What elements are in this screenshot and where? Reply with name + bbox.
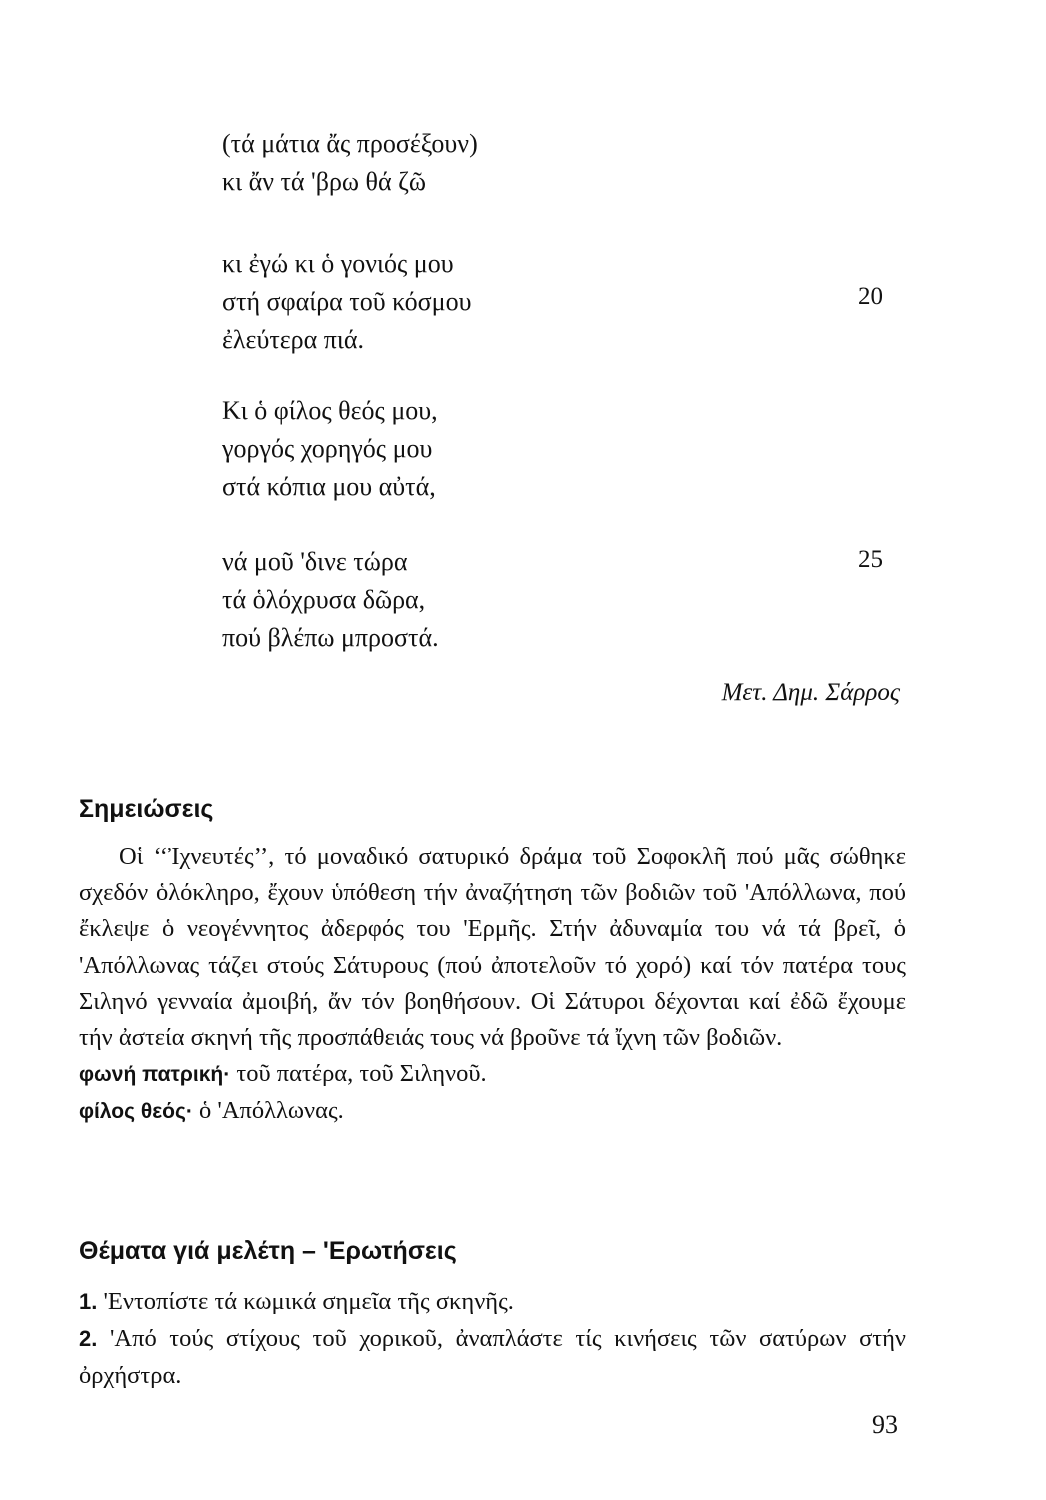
gloss-item [79,1056,906,1093]
line-number: 20 [858,283,883,310]
poem-line: νά μοῦ 'δινε τώρα [222,547,408,576]
line-number: 25 [858,546,883,573]
poem-line: κι ἄν τά 'βρω θά ζῶ [222,167,427,196]
poem-line: γοργός χορηγός μου [222,434,433,463]
question-text: 'Εντοπίστε τά κωμικά σημεῖα τῆς σκηνῆς. [103,1288,514,1315]
study-heading: Θέματα γιά μελέτη – 'Ερωτήσεις [79,1237,457,1265]
poem-line: στή σφαίρα τοῦ κόσμου [222,287,472,316]
poem-line: πού βλέπω μπροστά. [222,623,439,652]
translator-credit: Μετ. Δημ. Σάρρος [721,679,900,706]
poem-stanza [222,125,478,201]
poem-line: τά ὁλόχρυσα δῶρα, [222,585,426,614]
gloss-definition: τοῦ πατέρα, τοῦ Σιληνοῦ. [236,1060,487,1088]
gloss-definition: ὁ 'Απόλλωνας. [199,1097,344,1125]
page-number: 93 [872,1410,898,1439]
poem-line: ἐλεύτερα πιά. [222,325,365,354]
questions-list [79,1283,906,1394]
poem-line: κι ἐγώ κι ὁ γονιός μου [222,249,454,278]
poem-stanza [222,392,438,506]
poem-stanza [222,245,471,359]
gloss-item [79,1093,906,1130]
poem-stanza [222,543,439,657]
poem-line: (τά μάτια ἄς προσέξουν) [222,129,478,158]
notes-paragraph: Οἱ ‘‘Ἰχνευτές’’, τό μοναδικό σατυρικό δράμα τοῦ Σοφοκλῆ πού μᾶς σώθηκε σχεδόν ὁλόκληρο, ἔχουν ὑπόθεση τήν ἀναζήτηση τῶν βοδιῶν τοῦ 'Απόλλωνα, πού ἔκλεψε ὁ νεογέννητος ἀδερφός του 'Ερμῆς. Στήν ἀδυναμία του νά τά βρεῖ, ὁ 'Απόλλωνας τάζει στούς Σάτυρους (πού ἀποτελοῦν τό χορό) καί τόν πατέρα τους Σιληνό γενναία ἀμοιβή, ἄν τόν βοηθήσουν. Οἱ Σάτυροι δέχονται καί ἐδῶ ἔχουμε τήν ἀστεία σκηνή τῆς προσπάθειάς τους νά βροῦνε τά ἴχνη τῶν βοδιῶν. [79,843,906,1052]
gloss-term: φωνή πατρική· [79,1063,231,1087]
poem-line: στά κόπια μου αὐτά, [222,472,436,501]
notes-heading: Σημειώσεις [79,795,214,823]
question-item [79,1320,906,1394]
question-text: 'Από τούς στίχους τοῦ χορικοῦ, ἀναπλάστε τίς κινήσεις τῶν σατύρων στήν ὀρχήστρα. [79,1325,907,1389]
notes-body [79,839,906,1131]
poem-line: Κι ὁ φίλος θεός μου, [222,396,438,425]
gloss-term: φίλος θεός· [79,1100,193,1124]
question-number: 2. [79,1326,98,1351]
question-item [79,1283,906,1320]
question-number: 1. [79,1289,98,1314]
